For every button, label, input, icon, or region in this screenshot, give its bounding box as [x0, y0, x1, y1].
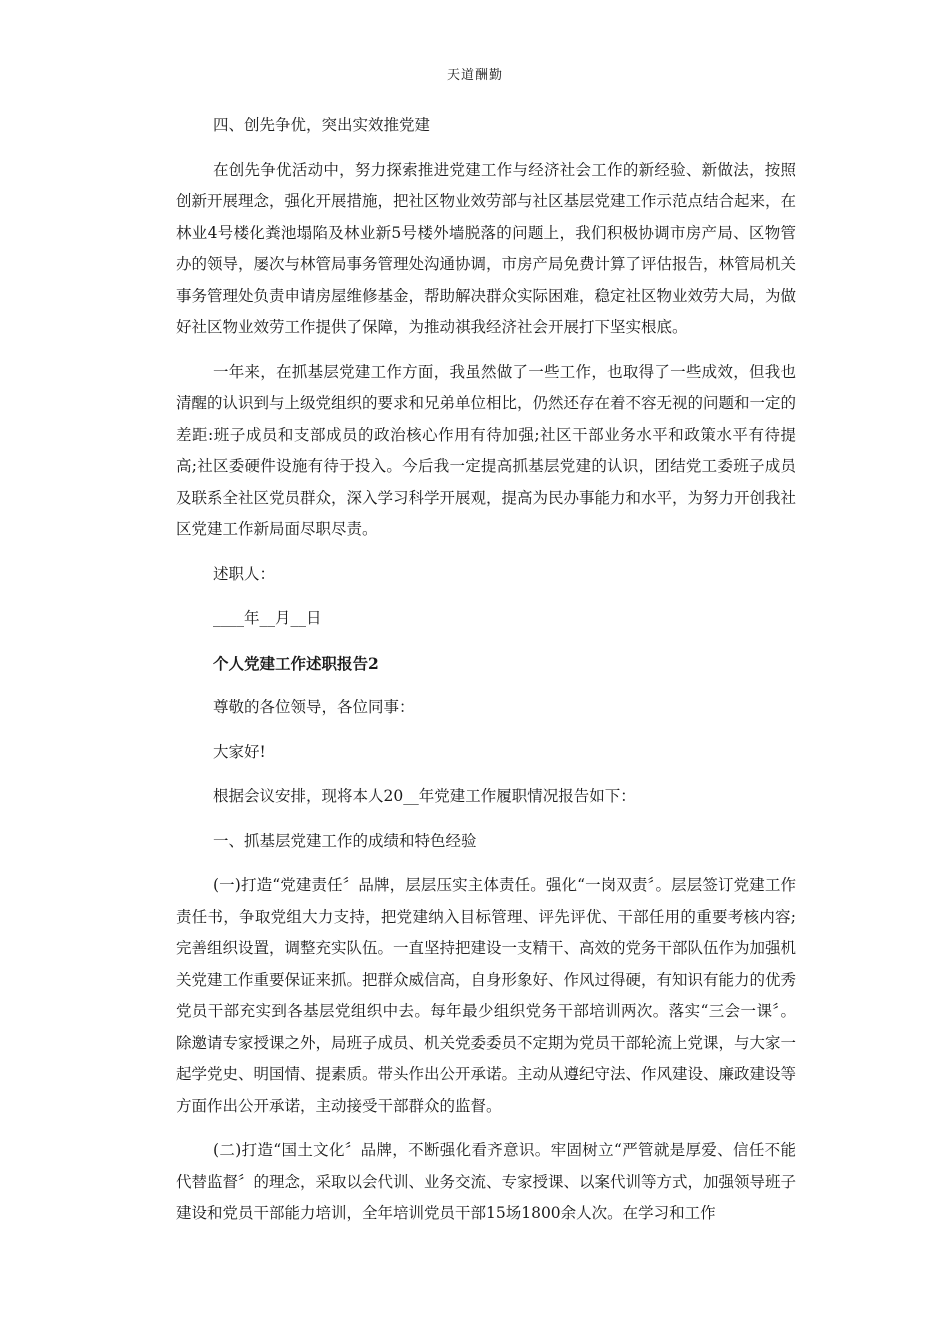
- page-header: 天道酬勤: [446, 68, 503, 83]
- paragraph-create-excellence: 在创先争优活动中，努力探索推进党建工作与经济社会工作的新经验、新做法，按照创新开展理念，强化开展措施，把社区物业效劳部与社区基层党建工作示范点结合起来，在林业4号楼化粪池塌陷及林业新5号楼外墙脱落的问题上，我们积极协调市房产局、区物管办的领导，屡次与林管局事务管理处沟通协调，市房产局免费计算了评估报告，林管局机关事务管理处负责申请房屋维修基金，帮助解决群众实际困难，稳定社区物业效劳大局，为做好社区物业效劳工作提供了保障，为推动祺我经济社会开展打下坚实根底。: [176, 160, 797, 336]
- date-line: ____年__月__日: [213, 609, 322, 627]
- paragraph-year-summary: 一年来，在抓基层党建工作方面，我虽然做了一些工作，也取得了一些成效，但我也清醒的认识到与上级党组织的要求和兄弟单位相比，仍然还存在着不容无视的问题和一定的差距:班子成员和支部成员的政治核心作用有待加强;社区干部业务水平和政策水平有待提高;社区委硬件设施有待于投入。今后我一定提高抓基层党建的认识，团结党工委班子成员及联系全社区党员群众，深入学习科学开展观，提高为民办事能力和水平，为努力开创我社区党建工作新局面尽职尽责。: [176, 362, 797, 538]
- report-title-2: 个人党建工作述职报告2: [213, 653, 379, 673]
- section-heading-1: 一、抓基层党建工作的成绩和特色经验: [213, 831, 477, 850]
- signature-label: 述职人：: [213, 564, 276, 583]
- paragraph-land-culture: (二)打造“国土文化〞品牌，不断强化看齐意识。牢固树立“严管就是厚爱、信任不能代替监督〞的理念，采取以会代训、业务交流、专家授课、以案代训等方式，加强领导班子建设和党员干部能力培训，全年培训党员干部15场1800余人次。在学习和工作: [176, 1141, 797, 1222]
- paragraph-party-responsibility: (一)打造“党建责任〞品牌，层层压实主体责任。强化“一岗双责〞。层层签订党建工作责任书，争取党组大力支持，把党建纳入目标管理、评先评优、干部任用的重要考核内容;完善组织设置，调整充实队伍。一直坚持把建设一支精干、高效的党务干部队伍作为加强机关党建工作重要保证来抓。把群众威信高，自身形象好、作风过得硬，有知识有能力的优秀党员干部充实到各基层党组织中去。每年最少组织党务干部培训两次。落实“三会一课〞。除邀请专家授课之外，局班子成员、机关党委委员不定期为党员干部轮流上党课，与大家一起学党史、明国情、提素质。带头作出公开承诺。主动从遵纪守法、作风建设、廉政建设等方面作出公开承诺，主动接受干部群众的监督。: [176, 876, 797, 1115]
- greeting: 大家好!: [213, 742, 266, 761]
- document-body: [176, 110, 796, 1230]
- intro-paragraph: 根据会议安排，现将本人20__年党建工作履职情况报告如下：: [213, 787, 636, 805]
- section-heading-4: 四、创先争优，突出实效推党建: [213, 116, 431, 134]
- salutation: 尊敬的各位领导，各位同事：: [213, 698, 415, 716]
